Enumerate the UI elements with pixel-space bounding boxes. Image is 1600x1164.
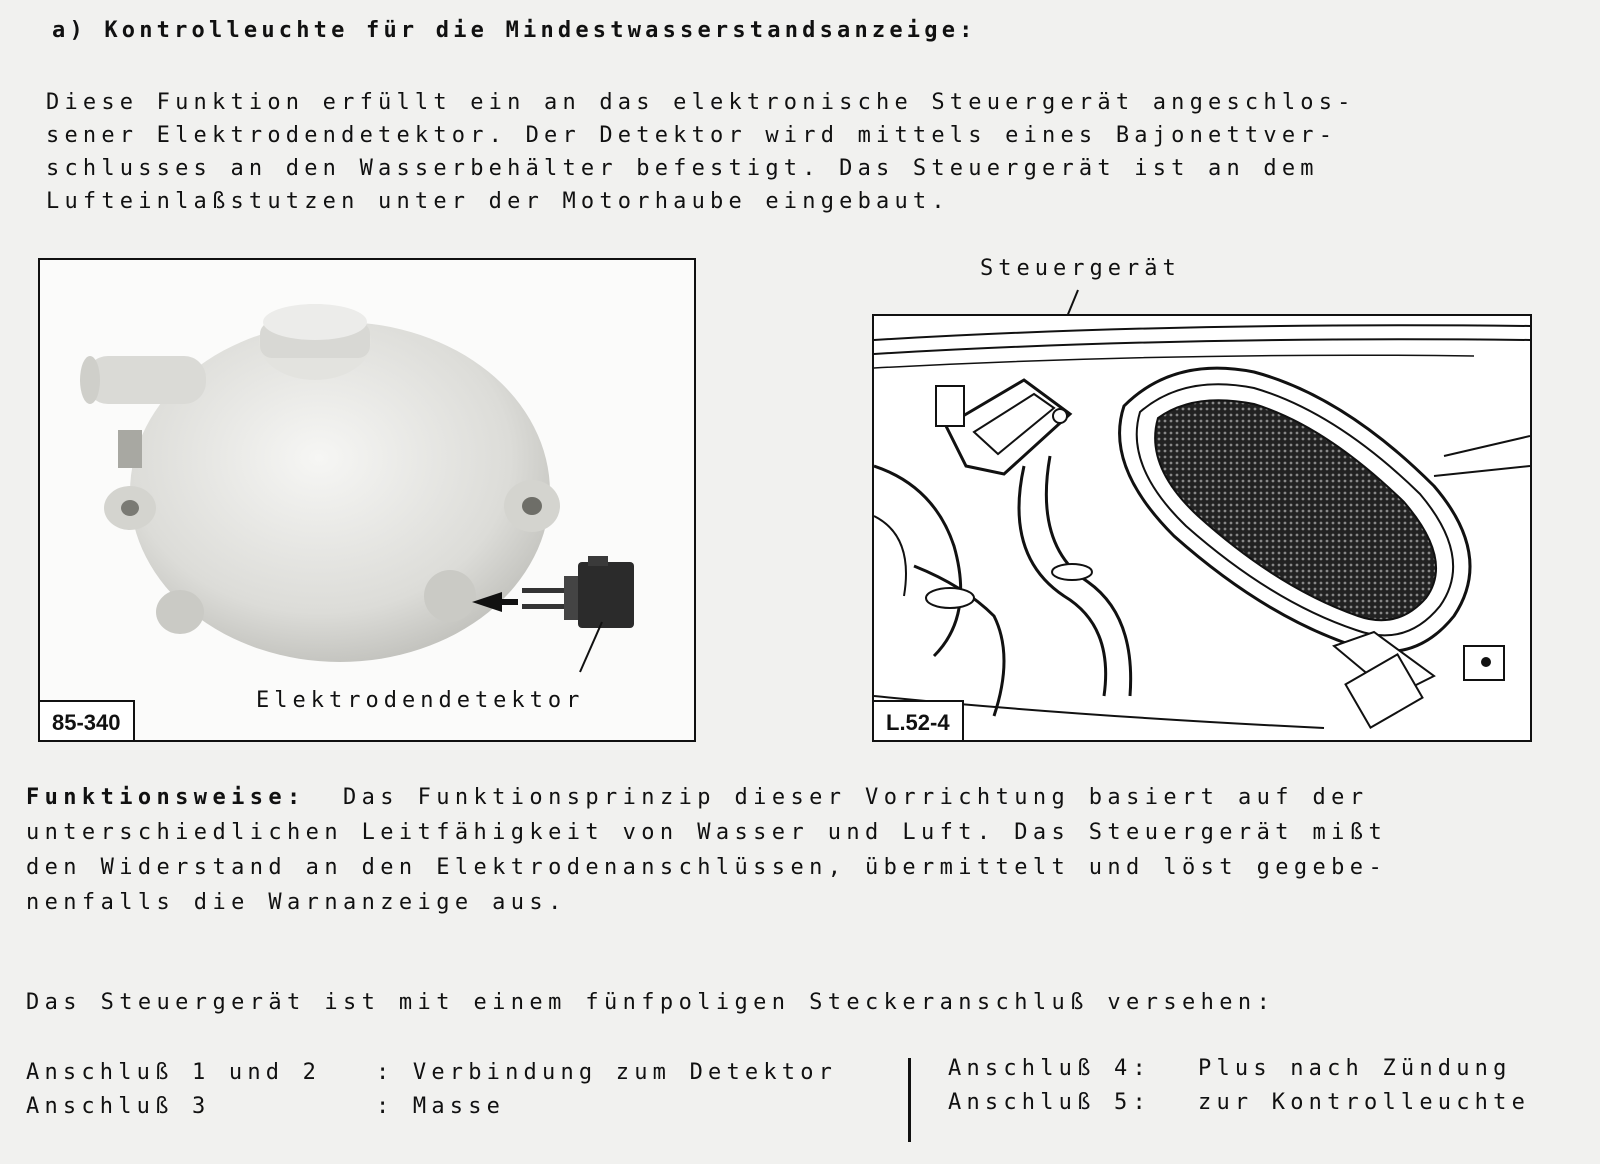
function-line-first — [26, 780, 1586, 815]
figure-water-tank — [38, 258, 696, 742]
function-line1-text: Das Funktionsprinzip dieser Vorrichtung basiert auf der — [342, 785, 1369, 810]
intro-paragraph — [46, 86, 1546, 218]
connection-row — [26, 1090, 837, 1124]
figure-caption: Elektrodendetektor — [256, 688, 585, 713]
connections-right — [948, 1052, 1530, 1120]
connection-row — [26, 1056, 837, 1090]
connection-label: Anschluß 4: — [948, 1056, 1151, 1081]
section-heading: a) Kontrolleuchte für die Mindestwasserstandsanzeige: — [52, 18, 977, 43]
function-line: unterschiedlichen Leitfähigkeit von Wasser und Luft. Das Steuergerät mißt — [26, 820, 1388, 845]
intro-line: Diese Funktion erfüllt ein an das elektronische Steuergerät angeschlos- — [46, 90, 1356, 115]
intro-line: sener Elektrodendetektor. Der Detektor wird mittels eines Bajonettver- — [46, 123, 1338, 148]
engine-bay-illustration — [874, 316, 1530, 740]
connection-value: Plus nach Zündung — [1198, 1056, 1512, 1081]
function-line: den Widerstand an den Elektrodenanschlüssen, übermittelt und löst gegebe- — [26, 855, 1388, 880]
connection-value: : Verbindung zum Detektor — [376, 1060, 838, 1085]
figure-id-label: 85-340 — [40, 700, 135, 740]
connection-value: zur Kontrolleuchte — [1198, 1090, 1531, 1115]
connection-label: Anschluß 1 und 2 — [26, 1060, 322, 1085]
water-tank-illustration — [40, 260, 694, 740]
connection-value: : Masse — [376, 1094, 506, 1119]
column-divider — [908, 1058, 911, 1142]
function-lead: Funktionsweise: — [26, 785, 306, 810]
function-line: nenfalls die Warnanzeige aus. — [26, 890, 567, 915]
plug-sentence: Das Steuergerät ist mit einem fünfpoligen Steckeranschluß versehen: — [26, 990, 1276, 1015]
connection-label: Anschluß 5: — [948, 1090, 1151, 1115]
figure-id-label: L.52-4 — [874, 700, 964, 740]
intro-line: schlusses an den Wasserbehälter befestigt. Das Steuergerät ist an dem — [46, 156, 1319, 181]
control-unit-caption: Steuergerät — [980, 256, 1181, 281]
intro-line: Lufteinlaßstutzen unter der Motorhaube eingebaut. — [46, 189, 950, 214]
connection-row — [948, 1052, 1530, 1086]
connection-row — [948, 1086, 1530, 1120]
connections-left — [26, 1056, 837, 1124]
figure-engine-bay — [872, 314, 1532, 742]
connection-label: Anschluß 3 — [26, 1094, 211, 1119]
function-paragraph — [26, 780, 1586, 920]
